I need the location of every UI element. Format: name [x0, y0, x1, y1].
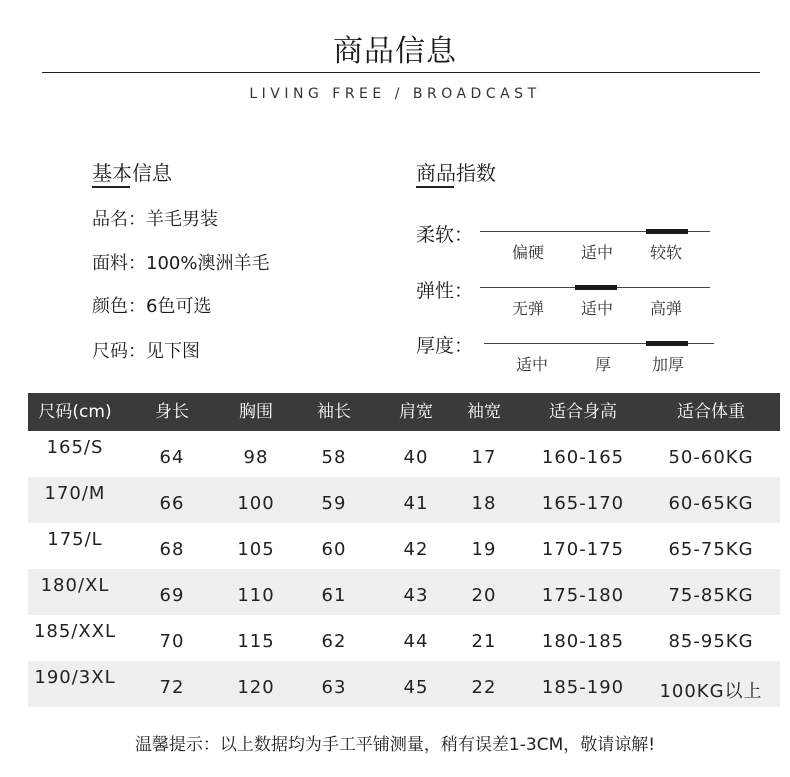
index-marker-softness: [646, 229, 688, 234]
size-cell: 180/XL: [40, 575, 110, 596]
column-header: 尺码(cm): [38, 402, 112, 422]
table-cell: 180-185: [541, 631, 625, 652]
index-heading: 商品指数: [416, 161, 496, 185]
table-cell: 120: [237, 677, 275, 698]
table-cell: 100KG以上: [659, 681, 763, 702]
index-option: 适中: [580, 299, 613, 318]
table-cell: 69: [159, 585, 185, 606]
table-row: [28, 569, 780, 615]
index-option: 加厚: [651, 355, 684, 374]
table-row: [28, 523, 780, 569]
info-value: 6色可选: [146, 296, 212, 317]
table-row: [28, 431, 780, 477]
table-cell: 43: [403, 585, 429, 606]
index-option: 无弹: [511, 299, 544, 318]
index-option: 厚: [594, 355, 611, 374]
info-row-color: [92, 292, 211, 318]
table-row: [28, 661, 780, 707]
table-cell: 19: [471, 539, 497, 560]
info-value: 羊毛男装: [146, 209, 218, 230]
table-cell: 60: [321, 539, 347, 560]
table-cell: 58: [321, 447, 347, 468]
table-cell: 18: [471, 493, 497, 514]
title-divider: [42, 72, 760, 73]
table-cell: 40: [403, 447, 429, 468]
table-row: [28, 477, 780, 523]
index-label-softness: 柔软：: [416, 224, 474, 246]
table-cell: 21: [471, 631, 497, 652]
index-option: 适中: [580, 243, 613, 262]
index-option: 适中: [515, 355, 548, 374]
table-cell: 70: [159, 631, 185, 652]
table-cell: 61: [321, 585, 347, 606]
table-cell: 110: [237, 585, 275, 606]
info-row-fabric: [92, 249, 269, 275]
table-cell: 50-60KG: [668, 447, 754, 468]
table-cell: 42: [403, 539, 429, 560]
table-cell: 65-75KG: [668, 539, 754, 560]
column-header: 胸围: [239, 402, 273, 422]
size-cell: 190/3XL: [34, 667, 116, 688]
size-cell: 185/XXL: [33, 621, 117, 642]
index-underline: [416, 186, 454, 188]
column-header: 身长: [155, 402, 189, 422]
column-header: 袖宽: [467, 402, 501, 422]
index-option: 高弹: [649, 299, 682, 318]
page-title: 商品信息: [333, 34, 457, 69]
column-header: 适合体重: [677, 402, 745, 422]
info-label: 面料：: [92, 253, 146, 274]
size-table: [28, 393, 780, 707]
measurement-note: 温馨提示：以上数据均为手工平铺测量，稍有误差1-3CM，敬请谅解!: [134, 735, 656, 755]
size-cell: 170/M: [44, 483, 106, 504]
size-table-header: [28, 393, 780, 431]
info-label: 颜色：: [92, 296, 146, 317]
table-cell: 62: [321, 631, 347, 652]
info-row-size: [92, 337, 200, 363]
table-cell: 45: [403, 677, 429, 698]
column-header: 肩宽: [399, 402, 433, 422]
table-row: [28, 615, 780, 661]
index-marker-thickness: [646, 341, 688, 346]
size-cell: 175/L: [47, 529, 103, 550]
table-cell: 44: [403, 631, 429, 652]
column-header: 适合身高: [549, 402, 617, 422]
size-table-body: [28, 431, 780, 707]
table-cell: 59: [321, 493, 347, 514]
table-cell: 165-170: [541, 493, 625, 514]
basic-info-underline: [92, 186, 130, 188]
table-cell: 100: [237, 493, 275, 514]
table-cell: 160-165: [541, 447, 625, 468]
table-cell: 75-85KG: [668, 585, 754, 606]
table-cell: 72: [159, 677, 185, 698]
table-cell: 85-95KG: [668, 631, 754, 652]
table-cell: 115: [237, 631, 275, 652]
table-cell: 60-65KG: [668, 493, 754, 514]
info-label: 尺码：: [92, 341, 146, 362]
index-label-thickness: 厚度：: [416, 335, 474, 357]
table-cell: 17: [471, 447, 497, 468]
table-cell: 98: [243, 447, 269, 468]
index-option: 偏硬: [511, 243, 544, 262]
table-cell: 64: [159, 447, 185, 468]
info-row-name: [92, 205, 218, 231]
table-cell: 66: [159, 493, 185, 514]
info-value: 100%澳洲羊毛: [146, 253, 270, 274]
table-cell: 175-180: [541, 585, 625, 606]
index-marker-elasticity: [575, 285, 617, 290]
column-header: 袖长: [317, 402, 351, 422]
table-cell: 185-190: [541, 677, 625, 698]
size-cell: 165/S: [46, 437, 104, 458]
basic-info-heading: 基本信息: [92, 161, 172, 185]
table-cell: 20: [471, 585, 497, 606]
index-label-elasticity: 弹性：: [416, 280, 474, 302]
table-cell: 170-175: [541, 539, 625, 560]
index-option: 较软: [649, 243, 682, 262]
info-label: 品名：: [92, 209, 146, 230]
table-cell: 63: [321, 677, 347, 698]
page-subtitle: LIVING FREE / BROADCAST: [249, 86, 541, 102]
table-cell: 22: [471, 677, 497, 698]
table-cell: 41: [403, 493, 429, 514]
table-cell: 105: [237, 539, 275, 560]
table-cell: 68: [159, 539, 185, 560]
info-value: 见下图: [146, 341, 200, 362]
